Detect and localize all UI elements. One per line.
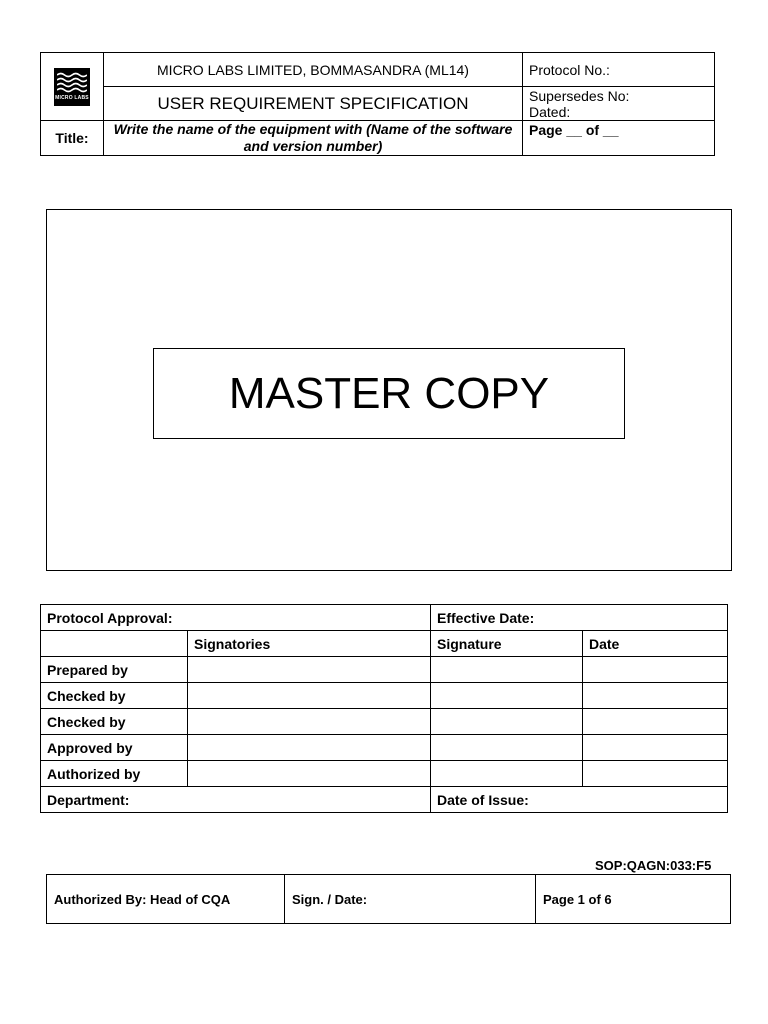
logo-text: MICRO LABS — [55, 94, 89, 101]
table-row — [41, 683, 728, 709]
header-signatories: Signatories — [188, 631, 431, 657]
table-row — [41, 709, 728, 735]
header-blank — [41, 631, 188, 657]
signatory-field[interactable] — [188, 761, 431, 787]
role-label: Checked by — [41, 683, 188, 709]
table-row — [41, 735, 728, 761]
header-date: Date — [583, 631, 728, 657]
page-number: Page 1 of 6 — [536, 875, 731, 924]
date-field[interactable] — [583, 683, 728, 709]
signatory-field[interactable] — [188, 735, 431, 761]
date-field[interactable] — [583, 761, 728, 787]
date-field[interactable] — [583, 709, 728, 735]
role-label: Prepared by — [41, 657, 188, 683]
date-of-issue-field[interactable]: Date of Issue: — [431, 787, 728, 813]
master-copy-stamp: MASTER COPY — [153, 348, 625, 439]
company-name: MICRO LABS LIMITED, BOMMASANDRA (ML14) — [104, 53, 523, 87]
signature-field[interactable] — [431, 735, 583, 761]
effective-date-label: Effective Date: — [431, 605, 728, 631]
protocol-approval-table — [40, 604, 728, 813]
sign-date-field[interactable]: Sign. / Date: — [285, 875, 536, 924]
protocol-approval-label: Protocol Approval: — [41, 605, 431, 631]
table-row — [41, 761, 728, 787]
signature-field[interactable] — [431, 709, 583, 735]
table-row — [41, 657, 728, 683]
header-signature: Signature — [431, 631, 583, 657]
footer-table — [46, 874, 731, 924]
signature-field[interactable] — [431, 657, 583, 683]
signature-field[interactable] — [431, 761, 583, 787]
document-type: USER REQUIREMENT SPECIFICATION — [104, 87, 523, 121]
role-label: Authorized by — [41, 761, 188, 787]
role-label: Checked by — [41, 709, 188, 735]
title-value: Write the name of the equipment with (Name of the software and version number) — [104, 121, 523, 156]
protocol-no-label: Protocol No.: — [523, 53, 715, 87]
signatory-field[interactable] — [188, 709, 431, 735]
date-field[interactable] — [583, 735, 728, 761]
authorized-by: Authorized By: Head of CQA — [47, 875, 285, 924]
signatory-field[interactable] — [188, 683, 431, 709]
document-header — [40, 52, 715, 156]
sop-code: SOP:QAGN:033:F5 — [595, 858, 712, 873]
signature-field[interactable] — [431, 683, 583, 709]
micro-labs-logo — [54, 68, 90, 106]
wave-icon — [57, 71, 87, 93]
supersedes-cell — [523, 87, 715, 121]
logo-cell — [41, 53, 104, 121]
title-label: Title: — [41, 121, 104, 156]
page-of-field: Page __ of __ — [523, 121, 715, 156]
dated-label: Dated: — [529, 103, 571, 120]
date-field[interactable] — [583, 657, 728, 683]
supersedes-label: Supersedes No: — [529, 87, 630, 104]
role-label: Approved by — [41, 735, 188, 761]
signatory-field[interactable] — [188, 657, 431, 683]
department-field[interactable]: Department: — [41, 787, 431, 813]
